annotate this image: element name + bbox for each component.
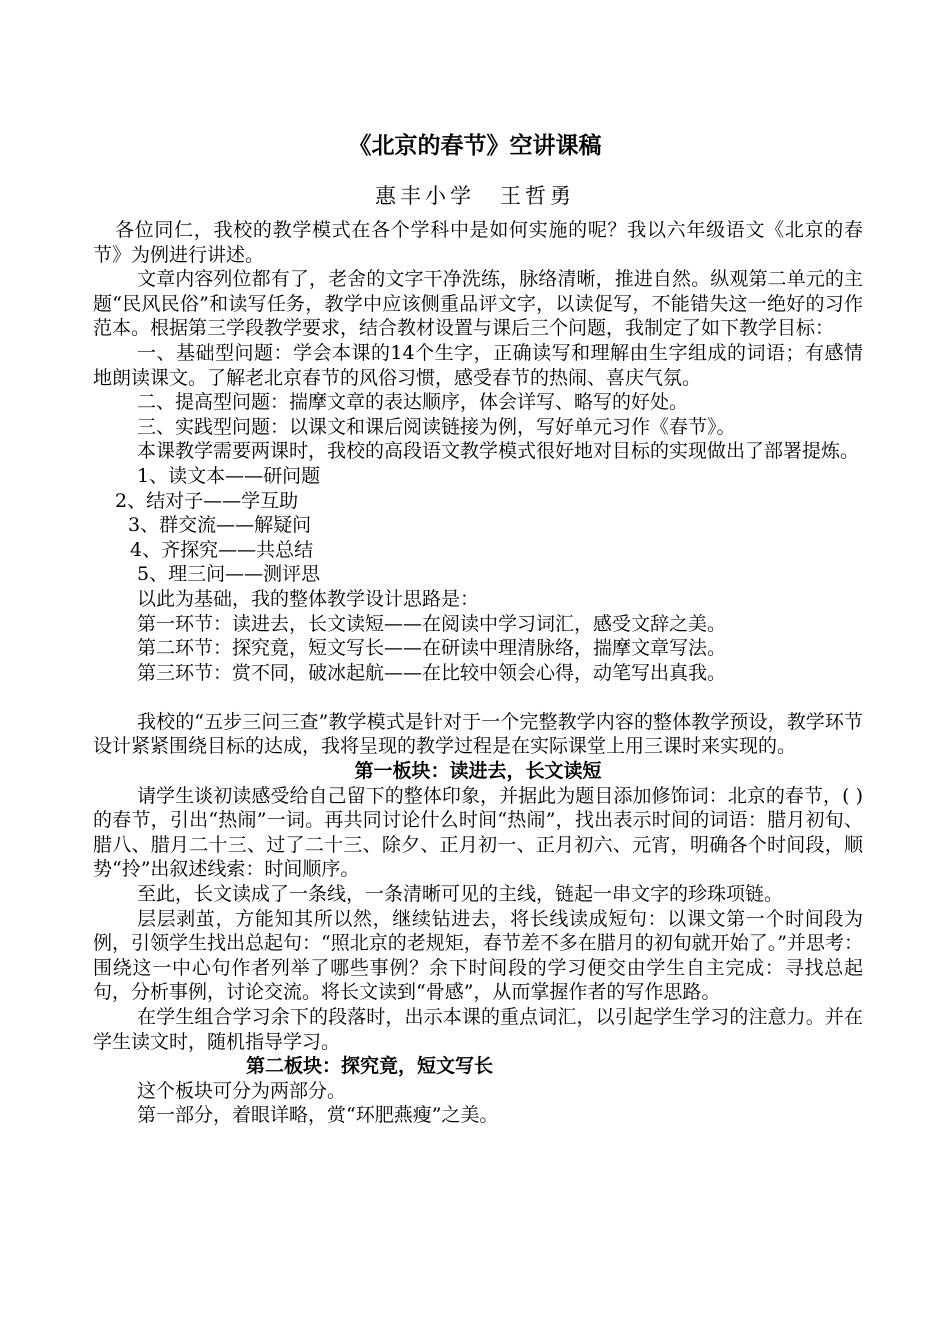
section-heading: 第二板块：探究竟，短文写长 [246,1055,494,1078]
paragraph: 层层剥茧，方能知其所以然，继续钻进去，将长线读成短句：以课文第一个时间段为例，引领学生找出总起句：“照北京的老规矩，春节差不多在腊月的初旬就开始了。”并思考：围绕这一中心句作者列举了哪些事例？余下时间段的学习便交由学生自主完成：寻找总起句，分析事例，讨论交流。将长文读到“骨感”，从而掌握作者的写作思路。 [93,907,863,1004]
document-body [93,218,863,1128]
paragraph: 这个板块可分为两部分。 [137,1079,347,1102]
list-item: 1、读文本——研问题 [137,464,321,487]
paragraph: 请学生谈初读感受给自己留下的整体印象，并据此为题目添加修饰词：北京的春节，( )的春节，引出“热闹”一词。再共同讨论什么时间“热闹”，找出表示时间的词语：腊月初旬、腊八、腊月二十三、过了二十三、除夕、正月初一、正月初六、元宵，明确各个时间段，顺势“拎”出叙述线索：时间顺序。 [93,784,863,881]
list-item: 3、群交流——解疑问 [128,514,312,537]
paragraph: 本课教学需要两课时，我校的高段语文教学模式很好地对目标的实现做出了部署提炼。 [137,440,860,463]
paragraph: 三、实践型问题：以课文和课后阅读链接为例，写好单元习作《春节》。 [137,415,736,438]
paragraph: 第三环节：赏不同，破冰起航——在比较中领会心得，动笔写出真我。 [137,661,727,684]
paragraph: 以此为基础，我的整体教学设计思路是： [137,587,480,610]
paragraph: 文章内容列位都有了，老舍的文字干净洗练，脉络清晰，推进自然。纵观第二单元的主题“民风民俗”和读写任务，教学中应该侧重品评文字，以读促写，不能错失这一绝好的习作范本。根据第三学段教学要求，结合教材设置与课后三个问题，我制定了如下教学目标： [93,268,863,340]
blank-line [93,685,863,710]
paragraph: 在学生组合学习余下的段落时，出示本课的重点词汇，以引起学生学习的注意力。并在学生读文时，随机指导学习。 [93,1006,863,1053]
paragraph: 至此，长文读成了一条线，一条清晰可见的主线，链起一串文字的珍珠项链。 [137,883,784,906]
paragraph: 第一环节：读进去，长文读短——在阅读中学习词汇，感受文辞之美。 [137,612,727,635]
paragraph: 我校的“五步三问三查”教学模式是针对于一个完整教学内容的整体教学预设，教学环节设计紧紧围绕目标的达成，我将呈现的教学过程是在实际课堂上用三课时来实现的。 [93,710,863,758]
list-item: 5、理三问——测评思 [137,563,321,586]
paragraph: 一、基础型问题：学会本课的14个生字，正确读写和理解由生字组成的词语；有感情地朗读课文。了解老北京春节的风俗习惯，感受春节的热闹、喜庆气氛。 [93,341,863,389]
document-title: 《北京的春节》空讲课稿 [348,133,602,159]
paragraph: 第二环节：探究竟，短文写长——在研读中理清脉络，揣摩文章写法。 [137,637,727,660]
paragraph: 各位同仁，我校的教学模式在各个学科中是如何实施的呢？我以六年级语文《北京的春节》为例进行讲述。 [93,219,863,266]
section-heading: 第一板块：读进去，长文读短 [354,760,602,783]
list-item: 2、结对子——学互助 [115,489,299,512]
paragraph: 第一部分，着眼详略，赏“环肥燕瘦”之美。 [137,1104,499,1127]
document-author: 惠丰小学 王哲勇 [375,184,575,208]
paragraph: 二、提高型问题：揣摩文章的表达顺序，体会详写、略写的好处。 [137,391,689,414]
list-item: 4、齐探究——共总结 [130,538,314,561]
